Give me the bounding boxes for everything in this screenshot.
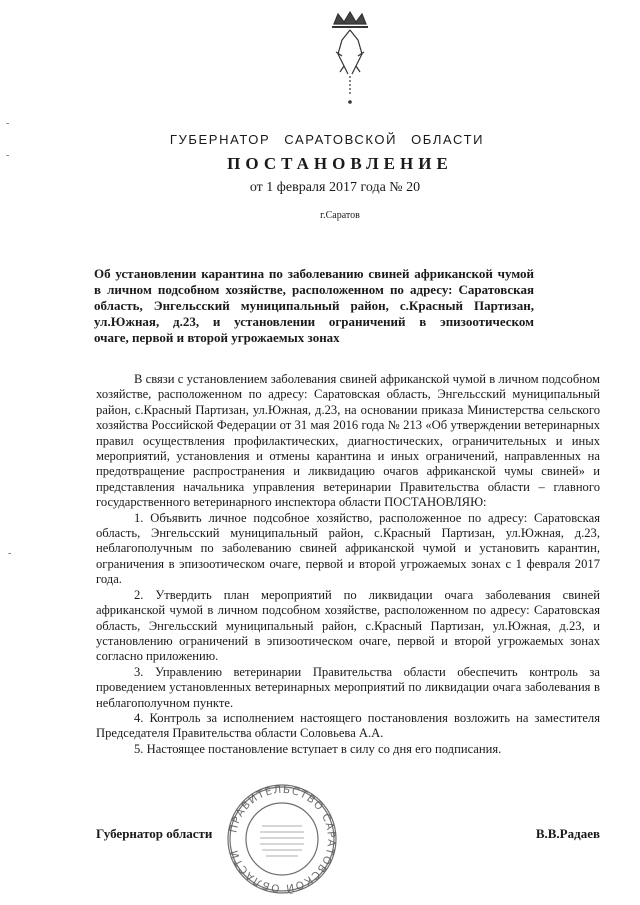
signatory-name: В.В.Радаев (535, 826, 600, 841)
subject-line: очаге, первой и второй угрожаемых зонах (94, 330, 340, 345)
subject-line: ул.Южная, д.23, и установлении ограничений в эпизоотическом (94, 314, 534, 329)
issuing-authority (0, 132, 640, 147)
scan-mark: - (6, 150, 10, 161)
document-body (96, 372, 600, 757)
official-seal-stamp (222, 782, 342, 897)
subject-line: в личном подсобном хозяйстве, расположенном по адресу: Саратовская (94, 282, 534, 297)
document-city: г.Саратов (320, 210, 360, 221)
authority-word-3: ОБЛАСТИ (411, 132, 485, 147)
document-type: ПОСТАНОВЛЕНИЕ (227, 154, 453, 173)
document-subject (94, 266, 534, 346)
svg-text:ПРАВИТЕЛЬСТВО САРАТОВСКОЙ ОБЛА (227, 784, 337, 895)
clause-5: 5. Настоящее постановление вступает в силу со дня его подписания. (134, 741, 502, 756)
scan-mark: - (8, 548, 12, 559)
authority-word-1: ГУБЕРНАТОР (169, 132, 271, 147)
clause-2: 2. Утвердить план мероприятий по ликвидации очага заболевания свиней африканской чумой в личном подсобном хозяйстве, расположенном по адресу: Саратовская область, Энгельсский муниципальный район, с.Красный Партизан, ул.Южная, д.23, и установлению ограничений в эпизоотическом очаге, первой и второй угрожаемых зонах согласно приложению. (96, 587, 600, 664)
clause-3: 3. Управлению ветеринарии Правительства области обеспечить контроль за проведением установленных ветеринарных мероприятий по ликвидации очага заболевания в неблагополучном пункте. (96, 664, 600, 710)
clause-1: 1. Объявить личное подсобное хозяйство, расположенное по адресу: Саратовская область, Энгельсский муниципальный район, с.Красный Партизан, ул.Южная, д.23, неблагополучным по заболеванию свиней африканской чумой и установить карантин, ограничения в эпизоотическом очаге, первой и второй угрожаемых зонах с 1 февраля 2017 года. (96, 510, 600, 587)
subject-line: Об установлении карантина по заболеванию свиней африканской чумой (94, 266, 534, 281)
subject-line: область, Энгельсский муниципальный район, с.Красный Партизан, (94, 298, 534, 313)
signatory-position: Губернатор области (96, 826, 213, 841)
authority-word-2: САРАТОВСКОЙ (284, 132, 398, 147)
seal-ring-text: ПРАВИТЕЛЬСТВО САРАТОВСКОЙ ОБЛАСТИ (227, 783, 338, 895)
coat-of-arms-emblem (320, 10, 380, 110)
document-date-number: от 1 февраля 2017 года № 20 (249, 180, 421, 195)
preamble-paragraph: В связи с установлением заболевания свиней африканской чумой в личном подсобном хозяйстве, расположенном по адресу: Саратовская область, Энгельсский муниципальный район, с.Красный Партизан, ул.Южная, д.23, на основании приказа Министерства сельского хозяйства Российской Федерации от 31 мая 2016 года № 213 «Об утверждении ветеринарных правил осуществления профилактических, диагностических, ограничительных и иных мероприятий, установления и отмены карантина и иных ограничений, направленных на предотвращение распространения и ликвидацию очагов африканской чумы свиней» и представления начальника управления ветеринарии Правительства области – главного государственного ветеринарного инспектора области ПОСТАНОВЛЯЮ: (96, 372, 600, 510)
clause-4: 4. Контроль за исполнением настоящего постановления возложить на заместителя Председателя Правительства области Соловьева А.А. (96, 710, 600, 741)
scan-mark: - (6, 118, 10, 129)
